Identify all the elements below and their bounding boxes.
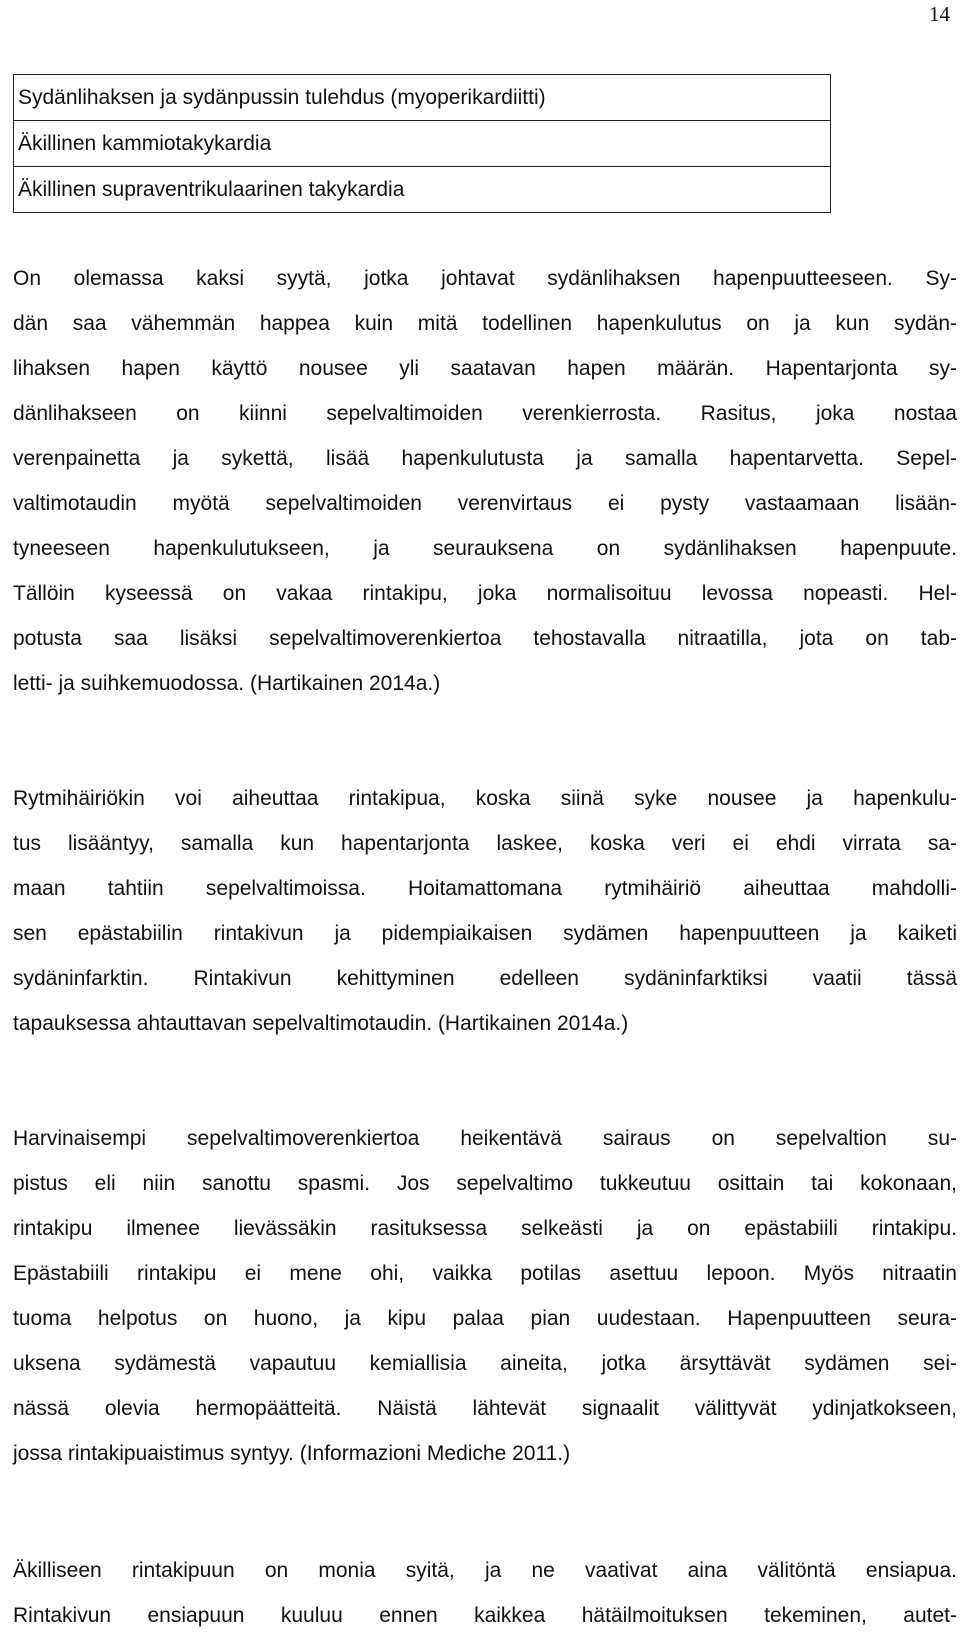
text-line: dänlihakseen on kiinni sepelvaltimoiden verenkierrosta. Rasitus, joka nostaa (13, 402, 957, 425)
text-line: dän saa vähemmän happea kuin mitä todellinen hapenkulutus on ja kun sydän- (13, 312, 957, 335)
diagnosis-table (13, 74, 831, 213)
paragraph-oxygen-deficiency (13, 256, 957, 706)
text-line: Rytmihäiriökin voi aiheuttaa rintakipua, koska siinä syke nousee ja hapenkulu- (13, 787, 957, 810)
text-line: letti- ja suihkemuodossa. (Hartikainen 2014a.) (13, 672, 441, 695)
paragraph-first-aid (13, 1548, 957, 1638)
text-line: jossa rintakipuaistimus syntyy. (Informazioni Mediche 2011.) (13, 1442, 571, 1465)
text-line: valtimotaudin myötä sepelvaltimoiden verenvirtaus ei pysty vastaamaan lisään- (13, 492, 957, 515)
text-line: Tällöin kyseessä on vakaa rintakipu, joka normalisoituu levossa nopeasti. Hel- (13, 582, 957, 605)
paragraph-arrhythmia (13, 776, 957, 1046)
table-row: Äkillinen supraventrikulaarinen takykardia (14, 167, 830, 213)
text-line: rintakipu ilmenee lievässäkin rasituksessa selkeästi ja on epästabiili rintakipu. (13, 1217, 957, 1240)
text-line: nässä olevia hermopäätteitä. Näistä lähtevät signaalit välittyvät ydinjatkokseen, (13, 1397, 957, 1420)
text-line: tuoma helpotus on huono, ja kipu palaa pian uudestaan. Hapenpuutteen seura- (13, 1307, 957, 1330)
text-line: On olemassa kaksi syytä, jotka johtavat sydänlihaksen hapenpuutteeseen. Sy- (13, 267, 957, 290)
text-line: Epästabiili rintakipu ei mene ohi, vaikka potilas asettuu lepoon. Myös nitraatin (13, 1262, 957, 1285)
table-row: Sydänlihaksen ja sydänpussin tulehdus (myoperikardiitti) (14, 75, 830, 121)
text-line: pistus eli niin sanottu spasmi. Jos sepelvaltimo tukkeutuu osittain tai kokonaan, (13, 1172, 957, 1195)
text-line: sen epästabiilin rintakivun ja pidempiaikaisen sydämen hapenpuutteen ja kaiketi (13, 922, 957, 945)
text-line: tyneeseen hapenkulutukseen, ja seurauksena on sydänlihaksen hapenpuute. (13, 537, 957, 560)
text-line: potusta saa lisäksi sepelvaltimoverenkiertoa tehostavalla nitraatilla, jota on tab- (13, 627, 957, 650)
page-number: 14 (929, 2, 950, 26)
text-line: uksena sydämestä vapautuu kemiallisia aineita, jotka ärsyttävät sydämen sei- (13, 1352, 957, 1375)
text-line: Harvinaisempi sepelvaltimoverenkiertoa heikentävä sairaus on sepelvaltion su- (13, 1127, 957, 1150)
table-row: Äkillinen kammiotakykardia (14, 121, 830, 167)
text-line: lihaksen hapen käyttö nousee yli saatavan hapen määrän. Hapentarjonta sy- (13, 357, 957, 380)
text-line: Rintakivun ensiapuun kuuluu ennen kaikkea hätäilmoituksen tekeminen, autet- (13, 1604, 957, 1627)
text-line: Äkilliseen rintakipuun on monia syitä, ja ne vaativat aina välitöntä ensiapua. (13, 1559, 957, 1582)
paragraph-spasm (13, 1116, 957, 1476)
text-line: sydäninfarktin. Rintakivun kehittyminen edelleen sydäninfarktiksi vaatii tässä (13, 967, 957, 990)
text-line: verenpainetta ja sykettä, lisää hapenkulutusta ja samalla hapentarvetta. Sepel- (13, 447, 957, 470)
text-line: maan tahtiin sepelvaltimoissa. Hoitamattomana rytmihäiriö aiheuttaa mahdolli- (13, 877, 957, 900)
text-line: tapauksessa ahtauttavan sepelvaltimotaudin. (Hartikainen 2014a.) (13, 1012, 629, 1035)
text-line: tus lisääntyy, samalla kun hapentarjonta laskee, koska veri ei ehdi virrata sa- (13, 832, 957, 855)
